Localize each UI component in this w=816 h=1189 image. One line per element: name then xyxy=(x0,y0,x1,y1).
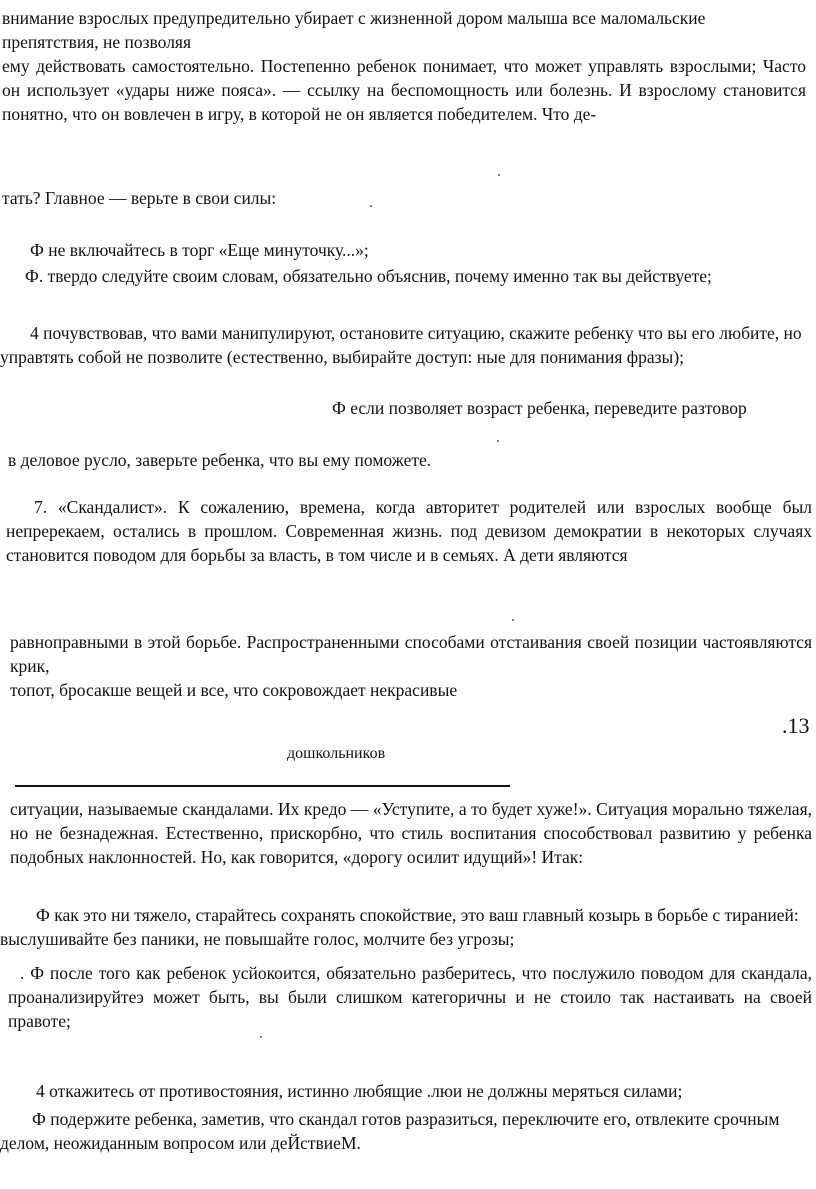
footer-rule xyxy=(15,785,510,787)
bullet-manipulation-stop: 4 почувствовав, что вами манипулируют, остановите ситуацию, скажите ребенку что вы его любите, но управтять собой не позволите (естественно, выбирайте доступ: ные для понимания фразы); xyxy=(0,323,802,367)
scan-speck xyxy=(498,174,500,176)
page-number: .13 xyxy=(782,713,810,738)
paragraph-opening: внимание взрослых предупредительно убирает с жизненной дором малыша все маломальские препятствия, не позволяя xyxy=(2,8,706,52)
scan-speck xyxy=(497,440,499,442)
paragraph-equal-rights: равноправными в этой борьбе. Распространенными способами отстаивания своей позиции частоявляются крик, xyxy=(10,632,812,676)
bullet-follow-words: Ф. твердо следуйте своим словам, обязательно объяснив, почему именно так вы действуете; xyxy=(25,266,712,286)
scan-speck xyxy=(260,1036,262,1038)
bullet-business-tone-continued: в деловое русло, заверьте ребенка, что вы ему поможете. xyxy=(8,450,432,470)
bullet-stay-calm: Ф как это ни тяжело, старайтесь сохранять спокойствие, это ваш главный козырь в борьбе с тиранией: выслушивайте без паники, не повышайте голос, молчите без угрозы; xyxy=(0,905,799,949)
bullet-analyze: . Ф после того как ребенок усйокоится, обязательно разберитесь, что послужило поводом для скандала, проанализируйтеэ может быть, вы были слишком категоричны и не стоило так настаивать на своей правоте; xyxy=(8,963,812,1031)
scan-speck xyxy=(512,619,514,621)
scan-speck xyxy=(370,205,372,207)
bullet-no-confrontation: 4 откажитесь от противостояния, истинно любящие .люи не должны меряться силами; xyxy=(36,1081,683,1101)
bullet-business-tone: Ф если позволяет возраст ребенка, переведите разтовор xyxy=(332,398,747,418)
bullet-distract: Ф подержите ребенка, заметив, что скандал готов разразиться, переключите его, отвлеките срочным делом, неожиданным вопросом или деЙствиеМ. xyxy=(0,1109,780,1153)
paragraph-what-to-do: тать? Главное — верьте в свои силы: xyxy=(2,188,277,208)
footer-label: дошкольников xyxy=(287,745,386,762)
paragraph-scandalist: 7. «Скандалист». К сожалению, времена, когда авторитет родителей или взрослых вообще был непререкаем, остались в прошлом. Современная жизнь. под девизом демократии в некоторых случаях становится поводом для борьбы за власть, в том числе и в семьях. А дети являются xyxy=(6,497,812,565)
paragraph-scandals: ситуации, называемые скандалами. Их кредо — «Уступите, а то будет хуже!». Ситуация морально тяжелая, но не безнадежная. Естественно, прискорбно, что стиль воспитания способствовал развитию у ребенка подобных наклонностей. Но, как говорится, «дорогу осилит идущий»! Итак: xyxy=(10,799,812,867)
paragraph-stomping: топот, бросакше вещей и все, что сокровождает некрасивые xyxy=(10,680,458,700)
bullet-no-bargaining: Ф не включайтесь в торг «Еще минуточку...»; xyxy=(30,240,369,260)
paragraph-manipulation: ему действовать самостоятельно. Постепенно ребенок понимает, что может управлять взрослыми; Часто он использует «удары ниже пояса». — ссылку на беспомощность или болезнь. И взрослому становится понятно, что он вовлечен в игру, в которой не он является победителем. Что де- xyxy=(2,56,806,124)
